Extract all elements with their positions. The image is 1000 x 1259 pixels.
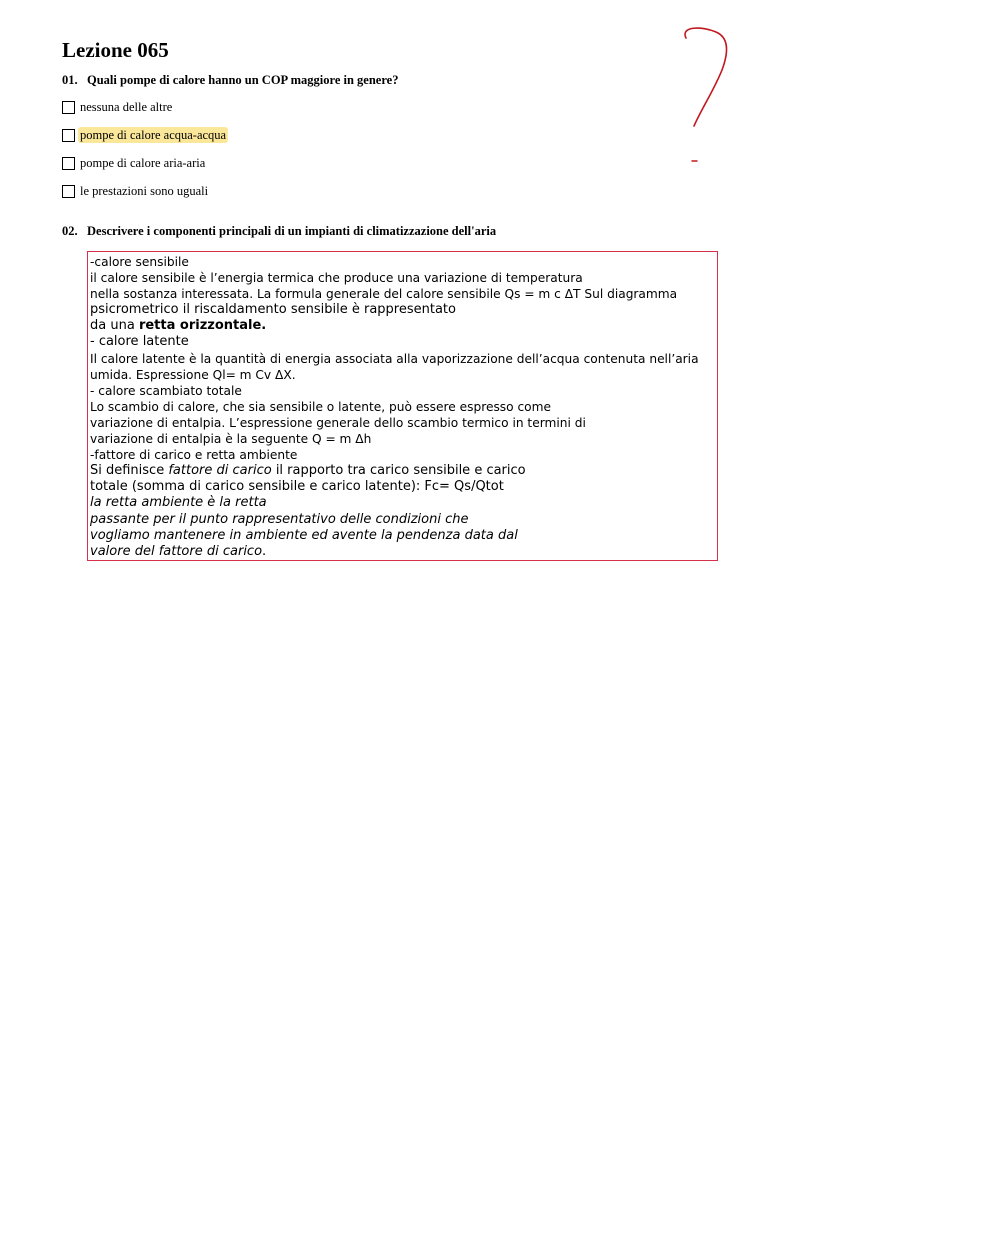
question-1-number: 01.: [62, 73, 78, 87]
question-1: [62, 73, 398, 88]
answer-text: da una: [90, 318, 139, 334]
option-3[interactable]: [62, 155, 207, 171]
answer-bold-text: retta orizzontale.: [138, 318, 267, 334]
answer-line: [90, 544, 715, 560]
option-1-label: nessuna delle altre: [80, 100, 173, 114]
answer-textbox[interactable]: [87, 251, 718, 561]
answer-text: Si definisce: [90, 463, 169, 479]
answer-line: la retta ambiente è la retta: [90, 495, 267, 511]
answer-line: variazione di entalpia è la seguente Q = m Δh: [90, 432, 372, 447]
answer-line: umida. Espressione Ql= m Cv ΔX.: [90, 367, 296, 382]
answer-text: il rapporto tra carico sensibile e carico: [271, 463, 526, 479]
option-4-label: le prestazioni sono uguali: [80, 184, 209, 198]
answer-line: vogliamo mantenere in ambiente ed avente la pendenza data dal: [90, 527, 518, 543]
answer-line: - calore latente: [90, 334, 189, 350]
answer-line: variazione di entalpia. L’espressione generale dello scambio termico in termini di: [90, 415, 586, 430]
answer-text: .: [262, 543, 267, 559]
answer-line: Lo scambio di calore, che sia sensibile o latente, può essere espresso come: [90, 399, 552, 414]
answer-line: -calore sensibile: [90, 255, 189, 269]
answer-line: [90, 318, 715, 334]
answer-italic-text: fattore di carico: [168, 463, 272, 479]
answer-italic-text: valore del fattore di carico: [90, 543, 263, 559]
answer-line: -fattore di carico e retta ambiente: [90, 448, 298, 463]
option-2[interactable]: [62, 127, 228, 143]
answer-line: psicrometrico il riscaldamento sensibile è rappresentato: [90, 302, 456, 318]
question-2: [62, 224, 496, 239]
answer-line: il calore sensibile è l’energia termica che produce una variazione di temperatura: [90, 271, 583, 286]
lesson-title: Lezione 065: [62, 38, 169, 62]
question-mark-annotation: [672, 22, 742, 172]
option-2-label-highlighted: pompe di calore acqua-acqua: [80, 128, 227, 142]
option-4[interactable]: [62, 183, 210, 199]
question-1-text: Quali pompe di calore hanno un COP maggiore in genere?: [87, 73, 399, 87]
answer-line: - calore scambiato totale: [90, 383, 242, 398]
question-2-number: 02.: [62, 224, 78, 238]
option-1-checkbox[interactable]: [62, 101, 75, 114]
option-3-checkbox[interactable]: [62, 157, 75, 170]
option-3-label: pompe di calore aria-aria: [80, 156, 206, 170]
option-4-checkbox[interactable]: [62, 185, 75, 198]
answer-line: totale (somma di carico sensibile e carico latente): Fc= Qs/Qtot: [90, 479, 504, 495]
answer-line: Il calore latente è la quantità di energia associata alla vaporizzazione dell’acqua contenuta nell’aria: [90, 351, 699, 366]
option-1[interactable]: [62, 99, 174, 115]
question-2-text: Descrivere i componenti principali di un impianti di climatizzazione dell'aria: [87, 224, 497, 238]
answer-line: nella sostanza interessata. La formula generale del calore sensibile Qs = m c ΔT Sul diagramma: [90, 287, 678, 302]
option-2-checkbox[interactable]: [62, 129, 75, 142]
answer-line: passante per il punto rappresentativo delle condizioni che: [90, 511, 469, 527]
answer-line: [90, 463, 715, 479]
